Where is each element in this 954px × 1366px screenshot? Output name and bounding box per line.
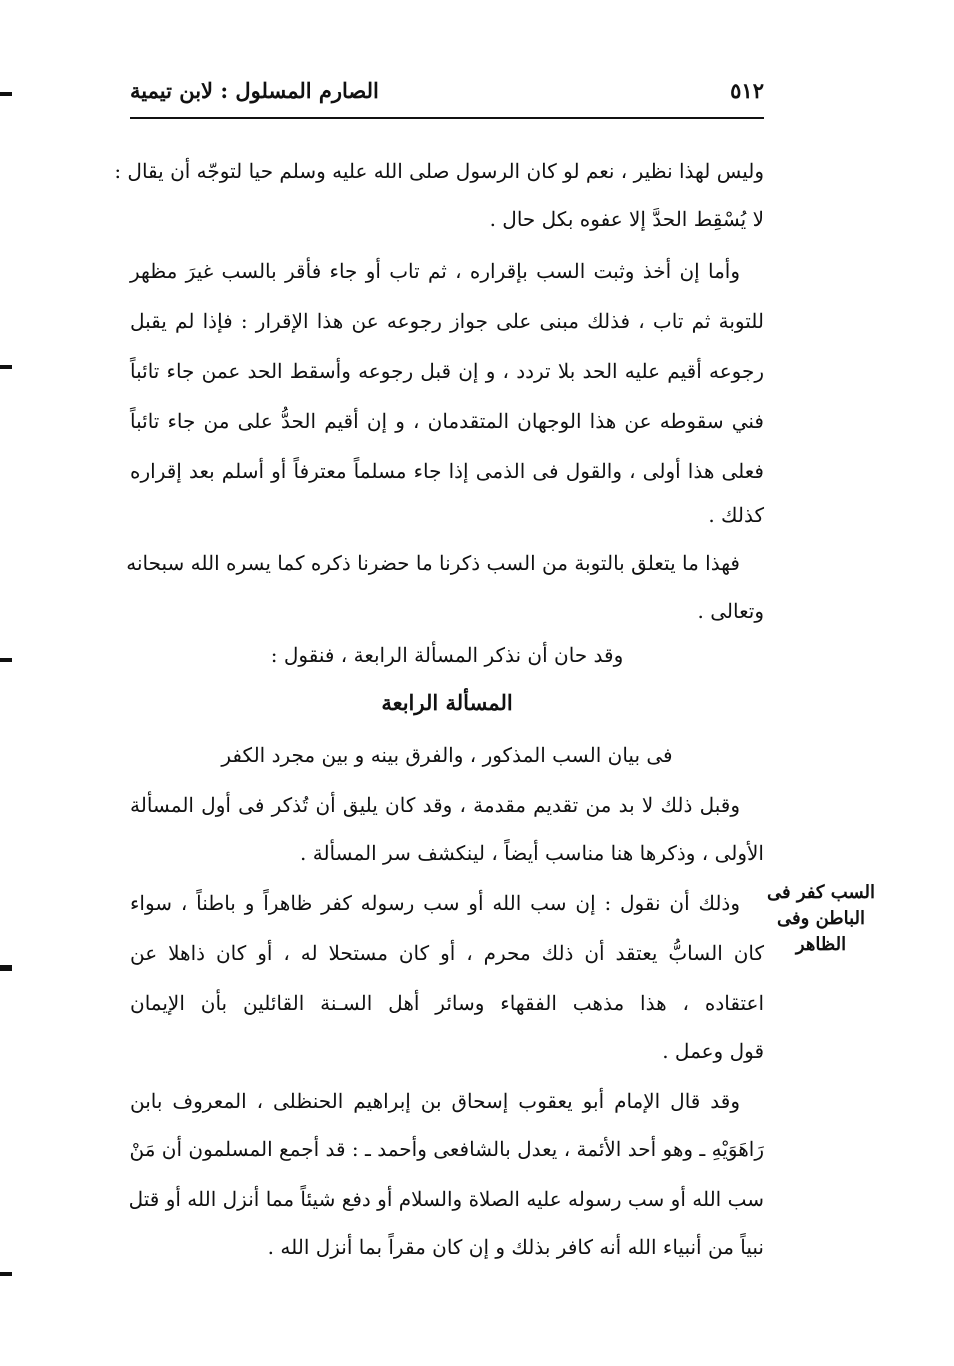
header-rule [130,117,764,119]
text-line: قول وعمل . [662,1039,764,1063]
section-title: المسألة الرابعة [381,690,513,715]
text-line: سب الله أو سب رسوله عليه الصلاة والسلام أو دفع شيئاً مما أنزل الله أو قتل [128,1187,764,1211]
text-line: رجوعه أقيم عليه الحد بلا تردد ، و إن قبل رجوعه وأسقط الحد عمن جاء تائباً [130,359,764,383]
running-title: الصارم المسلول : لابن تيمية [130,77,379,103]
section-subtitle: فى بيان السب المذكور ، والفرق بينه و بين مجرد الكفر [221,743,673,767]
text-line: وذلك أن نقول : إن سب الله أو سب رسوله كفر ظاهراً و باطناً ، سواء [130,891,740,915]
scan-mark [0,658,12,662]
text-line: وقد قال الإمام أبو يعقوب إسحاق بن إبراهيم الحنظلى ، المعروف بابن [130,1089,740,1113]
text-line: وقد حان أن نذكر المسألة الرابعة ، فنقول : [270,643,624,667]
text-line: كذلك . [708,503,764,527]
text-line: فعلى هذا أولى ، والقول فى الذمى إذا جاء مسلماً معترفاً أو أسلم بعد إقراره [130,459,764,483]
text-line: نبياً من أنبياء الله أنه كافر بذلك و إن كان مقراً بما أنزل الله . [267,1235,764,1259]
text-line: الأولى ، وذكرها هنا مناسب أيضاً ، لينكشف سر المسألة . [300,841,764,865]
text-line: لا يُسْقِط الحدَّ إلا عفوه بكل حال . [489,207,764,231]
scan-mark [0,965,12,971]
text-line: رَاهَوَيْهِ ـ وهو أحد الأئمة ، يعدل بالشافعى وأحمد ـ : قد أجمع المسلمون أن مَنْ [129,1137,764,1161]
scan-mark [0,1272,12,1276]
text-line: فهذا ما يتعلق بالتوبة من السب ذكرنا ما حضرنا ذكره كما يسره الله سبحانه [126,551,740,575]
scan-mark [0,92,12,96]
text-line: وأما إن أخذ وثبت السب بإقراره ، ثم تاب أو جاء فأقر بالسب غيرَ مظهر [130,259,740,283]
text-line: للتوبة ثم تاب ، فذلك مبنى على جواز رجوعه عن هذا الإقرار : فإذا لم يقبل [130,309,764,333]
text-line: وليس لهذا نظير ، نعم لو كان الرسول صلى الله عليه وسلم حيا لتوجّه أن يقال : [114,159,764,183]
text-line: اعتقاده ، هذا مذهب الفقهاء وسائر أهل السـنة القائلين بأن الإيمان [130,991,764,1015]
text-line: وتعالى . [697,599,764,623]
margin-note: السب كفر فى الباطن وفى الظاهر [767,882,875,955]
scan-mark [0,365,12,369]
text-line: كان السابُّ يعتقد أن ذلك محرم ، أو كان مستحلا له ، أو كان ذاهلا عن [130,941,764,965]
text-line: وقبل ذلك لا بد من تقديم مقدمة ، وقد كان يليق أن تُذكر فى أول المسألة [130,793,740,817]
page-header [130,70,764,110]
page-number: ٥١٢ [730,77,764,103]
text-line: فني سقوطه عن هذا الوجهان المتقدمان ، و إن أقيم الحدُّ على من جاء تائباً [130,409,764,433]
